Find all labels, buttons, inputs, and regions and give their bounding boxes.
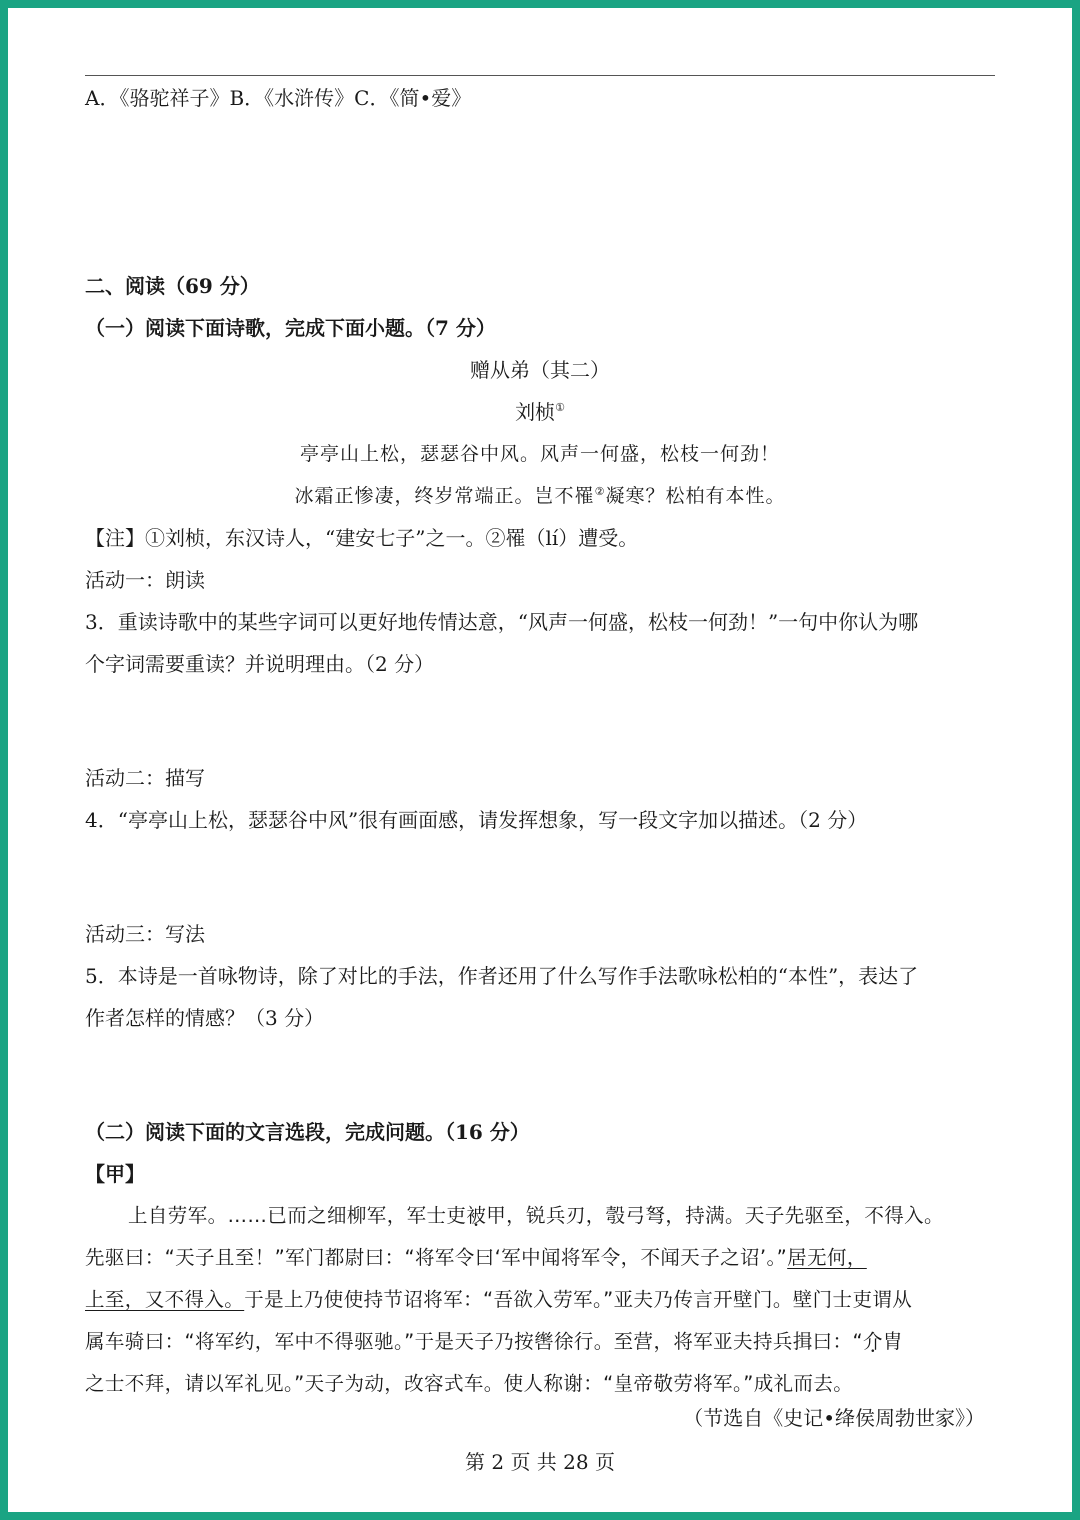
- poem-title: 赠从弟（其二）: [470, 358, 610, 382]
- question-3-line-2: 个字词需要重读？并说明理由。（2 分）: [85, 652, 435, 676]
- options-line: A．《骆驼祥子》B．《水浒传》C．《简•爱》: [85, 86, 472, 110]
- passage-text: 先驱曰：“天子且至！”军门都尉曰：“将军令曰‘军中闻将军令，不闻天子之诏’。”: [85, 1246, 788, 1269]
- passage-line-1: [128, 1202, 995, 1230]
- passage-line-4: [85, 1328, 995, 1356]
- section-title: 二、阅读（69 分）: [85, 274, 260, 298]
- passage-text: 上自劳军。……已而之细柳军，军士吏: [128, 1204, 467, 1227]
- part1-heading: （一）阅读下面诗歌，完成下面小题。（7 分）: [85, 316, 496, 340]
- passage-text: 胄: [882, 1330, 903, 1353]
- poem-line-2: [85, 482, 995, 510]
- author-note-mark: ①: [555, 401, 565, 414]
- underlined-sentence: 上至，又不得入。: [85, 1288, 245, 1311]
- passage-text: 属车骑曰：“将军约，军中不得驱驰。”于是天子乃按辔徐行。至营，将军亚夫持兵揖曰：“: [85, 1330, 863, 1353]
- question-3-line-1: 3．重读诗歌中的某些字词可以更好地传情达意，“风声一何盛，松枝一何劲！”一句中你认为哪: [85, 610, 919, 634]
- exam-page: [8, 8, 1072, 1512]
- question-5-line-2: 作者怎样的情感？（3 分）: [85, 1006, 325, 1030]
- poem-author-line: [85, 398, 995, 426]
- page-footer: 第 2 页 共 28 页: [465, 1450, 615, 1474]
- passage-line-3: [85, 1286, 995, 1314]
- activity-3: 活动三：写法: [85, 922, 205, 946]
- activity-2: 活动二：描写: [85, 766, 205, 790]
- question-4: 4．“亭亭山上松，瑟瑟谷中风”很有画面感，请发挥想象，写一段文字加以描述。（2 分）: [85, 808, 868, 832]
- passage-text: 甲，锐兵刃，彀弓弩，持满。天子先驱至，不得入。: [486, 1204, 944, 1227]
- poem-note: 【注】①刘桢，东汉诗人，“建安七子”之一。②罹（lí）遭受。: [85, 526, 639, 550]
- poem-author: 刘桢: [515, 400, 556, 424]
- poem-line-2-a: 冰霜正惨凄，终岁常端正。岂不罹: [294, 485, 595, 507]
- poem-line-2-b: 凝寒？松柏有本性。: [605, 485, 786, 507]
- poem-line-1: 亭亭山上松，瑟瑟谷中风。风声一何盛，松枝一何劲！: [299, 443, 780, 465]
- passage-source: （节选自《史记•绛侯周勃世家》）: [683, 1406, 985, 1430]
- question-5-line-1: 5．本诗是一首咏物诗，除了对比的手法，作者还用了什么写作手法歌咏松柏的“本性”，表达了: [85, 964, 919, 988]
- emphasis-char: 介: [862, 1330, 883, 1353]
- passage-text: 于是上乃使使持节诏将军：“吾欲入劳军。”亚夫乃传言开壁门。壁门士吏谓从: [244, 1288, 913, 1311]
- underlined-sentence: 居无何，: [787, 1246, 867, 1269]
- header-rule: [85, 75, 995, 76]
- poem-note-mark: ②: [594, 485, 606, 498]
- part2-heading: （二）阅读下面的文言选段，完成问题。（16 分）: [85, 1120, 530, 1144]
- passage-line-5: 之士不拜，请以军礼见。”天子为动，改容式车。使人称谢：“皇帝敬劳将军。”成礼而去。: [85, 1372, 854, 1395]
- passage-label: 【甲】: [85, 1162, 145, 1186]
- passage-line-2: [85, 1244, 995, 1272]
- emphasis-char: 被: [466, 1204, 487, 1227]
- activity-1: 活动一：朗读: [85, 568, 205, 592]
